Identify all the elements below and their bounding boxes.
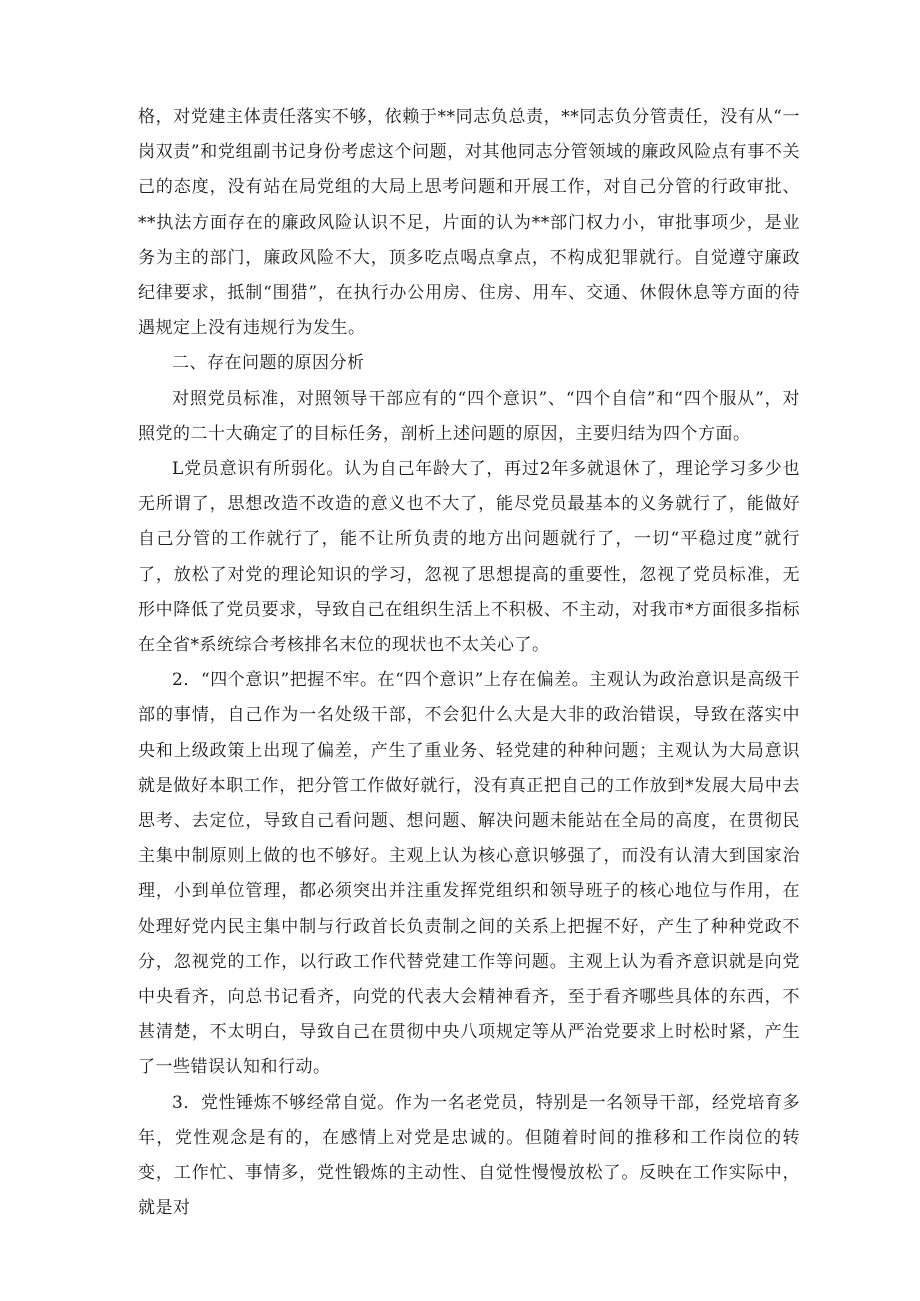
document-body — [138, 100, 800, 1227]
paragraph-item-1: L党员意识有所弱化。认为自己年龄大了，再过2年多就退休了，理论学习多少也无所谓了，思想改造不改造的意义也不大了，能尽党员最基本的义务就行了，能做好自己分管的工作就行了，能不让所负责的地方出问题就行了，一切“平稳过度”就行了，放松了对党的理论知识的学习，忽视了思想提高的重要性，忽视了党员标准，无形中降低了党员要求，导致自己在组织生活上不积极、不主动，对我市*方面很多指标在全省*系统综合考核排名末位的现状也不太关心了。 — [138, 459, 800, 656]
paragraph-item-2: 2．“四个意识”把握不牢。在“四个意识”上存在偏差。主观认为政治意识是高级干部的事情，自己作为一名处级干部，不会犯什么大是大非的政治错误，导致在落实中央和上级政策上出现了偏差，产生了重业务、轻党建的种种问题；主观认为大局意识就是做好本职工作，把分管工作做好就行，没有真正把自己的工作放到*发展大局中去思考、去定位，导致自己看问题、想问题、解决问题未能站在全局的高度，在贯彻民主集中制原则上做的也不够好。主观上认为核心意识够强了，而没有认清大到国家治理，小到单位管理，都必须突出并注重发挥党组织和领导班子的核心地位与作用，在处理好党内民主集中制与行政首长负责制之间的关系上把握不好，产生了种种党政不分，忽视党的工作，以行政工作代替党建工作等问题。主观上认为看齐意识就是向党中央看齐，向总书记看齐，向党的代表大会精神看齐，至于看齐哪些具体的东西，不甚清楚，不太明白，导致自己在贯彻中央八项规定等从严治党要求上时松时紧，产生了一些错误认知和行动。 — [138, 670, 800, 1078]
paragraph-continuation: 格，对党建主体责任落实不够，依赖于**同志负总责，**同志负分管责任，没有从“一岗双责”和党组副书记身份考虑这个问题，对其他同志分管领域的廉政风险点有事不关己的态度，没有站在局党组的大局上思考问题和开展工作，对自己分管的行政审批、**执法方面存在的廉政风险认识不足，片面的认为**部门权力小，审批事项少，是业务为主的部门，廉政风险不大，顶多吃点喝点拿点，不构成犯罪就行。自觉遵守廉政纪律要求，抵制“围猎”，在执行办公用房、住房、用车、交通、休假休息等方面的待遇规定上没有违规行为发生。 — [138, 107, 800, 339]
paragraph-item-3: 3．党性锤炼不够经常自觉。作为一名老党员，特别是一名领导干部，经党培育多年，党性观念是有的，在感情上对党是忠诚的。但随着时间的推移和工作岗位的转变，工作忙、事情多，党性锻炼的主动性、自觉性慢慢放松了。反映在工作实际中，就是对 — [138, 1092, 800, 1219]
paragraph-intro: 对照党员标准，对照领导干部应有的“四个意识”、“四个自信”和“四个服从”，对照党的二十大确定了的目标任务，剖析上述问题的原因，主要归结为四个方面。 — [138, 388, 800, 444]
section-heading: 二、存在问题的原因分析 — [172, 353, 365, 374]
